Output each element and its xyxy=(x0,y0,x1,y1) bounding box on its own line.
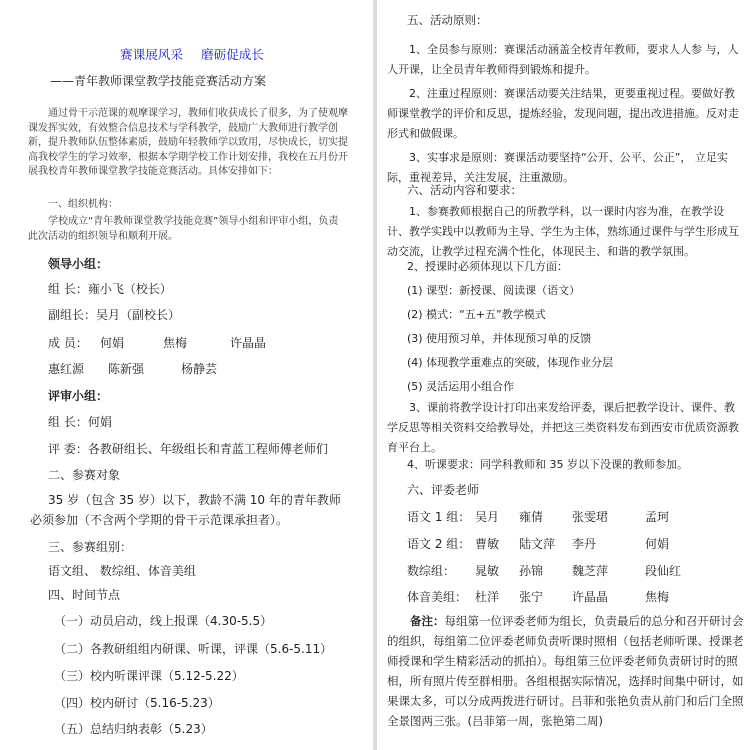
judge-name: 魏芝萍 xyxy=(572,564,609,578)
judge-group-label: 语文 1 组： xyxy=(407,510,471,524)
section-1-heading: 一、组织机构： xyxy=(48,199,118,210)
judges-heading: 六、评委老师 xyxy=(407,483,480,497)
section-2-body: 35 岁（包含 35 岁）以下，教龄不满 10 年的青年教师必须参加（不含两个学期的骨干示范课承担者）。 xyxy=(30,493,341,527)
judge-name: 吴月 xyxy=(475,510,500,524)
section-4-heading: 四、时间节点 xyxy=(48,588,121,602)
section-3-heading: 三、参赛组别： xyxy=(48,540,133,554)
section-3-body: 语文组、 数综组、体音美组 xyxy=(48,564,196,578)
requirement-3: 3、课前将教学设计打印出来发给评委，课后把教学设计、课件、教学反思等相关资料交给教导处，并把这三类资料发布到西安市优质资源教育平台上。 xyxy=(387,401,739,454)
judge-name: 晁敏 xyxy=(475,564,500,578)
judge-name: 孙锦 xyxy=(519,564,544,578)
requirement-2-item: (5) 灵活运用小组合作 xyxy=(407,380,515,393)
section-2-heading: 二、参赛对象 xyxy=(48,468,121,482)
judge-name: 何娟 xyxy=(645,537,670,551)
section-5-heading: 五、活动原则： xyxy=(407,13,488,27)
member-name: 陈新强 xyxy=(108,362,145,376)
note-label: 备注： xyxy=(410,614,445,628)
leader-group-heading: 领导小组： xyxy=(48,257,109,271)
judge-name: 张雯珺 xyxy=(572,510,609,524)
requirement-2-item: (1) 课型：新授课、阅读课（语文） xyxy=(407,284,581,297)
requirement-2-item: (3) 使用预习单，并体现预习单的反馈 xyxy=(407,332,592,345)
leader-line: 组 长：雍小飞（校长） xyxy=(48,282,172,296)
member-name: 焦梅 xyxy=(163,336,188,350)
review-leader-line: 组 长：何娟 xyxy=(48,415,112,429)
section-6-heading: 六、活动内容和要求： xyxy=(407,183,522,197)
judge-name: 段仙红 xyxy=(645,564,682,578)
judge-name: 陆文萍 xyxy=(519,537,556,551)
review-group-heading: 评审小组： xyxy=(48,389,109,403)
requirement-1: 1、参赛教师根据自己的所教学科，以一课时内容为准，在教学设计、教学实践中以教师为主导、学生为主体，熟练通过课件与学生形成互动交流，让教学过程充满个性化，体现民主、和谐的教学氛围。 xyxy=(387,205,739,258)
member-name: 杨静芸 xyxy=(181,362,218,376)
judge-name: 许晶晶 xyxy=(572,590,609,604)
judge-group-label: 体音美组： xyxy=(407,590,468,604)
member-name: 何娟 xyxy=(100,336,125,350)
requirement-2-item: (2) 模式：“五+五”教学模式 xyxy=(407,308,546,321)
intro-paragraph: 通过骨干示范课的观摩课学习，教师们收获成长了很多，为了使观摩课发挥实效，有效整合信息技术与学科教学，鼓励广大教师进行教学创新，提升教师队伍整体素质，鼓励年轻教师学以致用，尽快成长，切实提高我校学生的学习效率，根据本学期学校工作计划安排，我校在五月份开展我校青年教师课堂教学技能竞赛活动。具体安排如下： xyxy=(28,108,348,177)
timeline-item: （三）校内听课评课（5.12-5.22） xyxy=(54,669,244,683)
left-document-page xyxy=(0,0,373,750)
section-1-body: 学校成立“青年教师课堂教学技能竞赛”领导小组和评审小组，负责此次活动的组织领导和顺利开展。 xyxy=(28,216,339,242)
judge-name: 张宁 xyxy=(519,590,544,604)
subtitle: ——青年教师课堂教学技能竞赛活动方案 xyxy=(50,74,267,88)
timeline-item: （二）各教研组组内研课、听课，评课（5.6-5.11） xyxy=(54,642,333,656)
note-body: 每组第一位评委老师为组长，负责最后的总分和召开研讨会的组织，每组第二位评委老师负责听课时照相（包括老师听课、授课老师授课和学生精彩活动的抓拍）。每组第三位评委老师负责研讨时的照相，所有照片传至群相册。各组根据实际情况，选择时间集中研讨，如果课太多，可以分成两拨进行研讨。吕菲和张艳负责从前门和后门全照全景图两三张。(吕菲第一周，张艳第二周) xyxy=(387,614,744,728)
right-document-page xyxy=(377,0,750,750)
judge-name: 孟珂 xyxy=(645,510,670,524)
member-name: 惠红源 xyxy=(48,362,85,376)
judge-name: 杜洋 xyxy=(475,590,500,604)
judge-name: 李丹 xyxy=(572,537,597,551)
title-part-1: 赛课展风采 xyxy=(120,47,183,62)
judge-group-label: 语文 2 组： xyxy=(407,537,471,551)
requirement-2-item: (4) 体现教学重难点的突破，体现作业分层 xyxy=(407,356,614,369)
member-name: 许晶晶 xyxy=(230,336,267,350)
judge-name: 焦梅 xyxy=(645,590,670,604)
timeline-item: （五）总结归纳表彰（5.23） xyxy=(54,722,213,736)
timeline-item: （四）校内研讨（5.16-5.23） xyxy=(54,696,220,710)
vice-leader-line: 副组长：吴月（副校长） xyxy=(48,308,181,322)
review-members-line: 评 委：各教研组长、年级组长和青蓝工程师傅老师们 xyxy=(48,442,328,456)
principle-1: 1、全员参与原则：赛课活动涵盖全校青年教师，要求人人参 与，人人开课，让全员青年教师得到锻炼和提升。 xyxy=(387,43,739,76)
principle-2: 2、注重过程原则：赛课活动要关注结果，更要重视过程。要做好教师课堂教学的评价和反思，提炼经验，发现问题，提出改进措施。反对走形式和做假课。 xyxy=(387,87,739,140)
principle-3: 3、实事求是原则：赛课活动要坚持“公开、公平、公正”， 立足实际，重视差异，关注发展，注重激励。 xyxy=(387,151,728,184)
timeline-item: （一）动员启动，线上报课（4.30-5.5） xyxy=(54,614,273,628)
judge-group-label: 数综组： xyxy=(407,564,456,578)
judge-name: 曹敏 xyxy=(475,537,500,551)
requirement-2: 2、授课时必须体现以下几方面： xyxy=(407,260,568,273)
member-label: 成 员： xyxy=(48,336,88,350)
title-part-2: 磨砺促成长 xyxy=(201,47,264,62)
requirement-4: 4、听课要求：同学科教师和 35 岁以下没课的教师参加。 xyxy=(407,458,688,471)
judge-name: 雍倩 xyxy=(519,510,544,524)
note-paragraph xyxy=(387,611,744,731)
